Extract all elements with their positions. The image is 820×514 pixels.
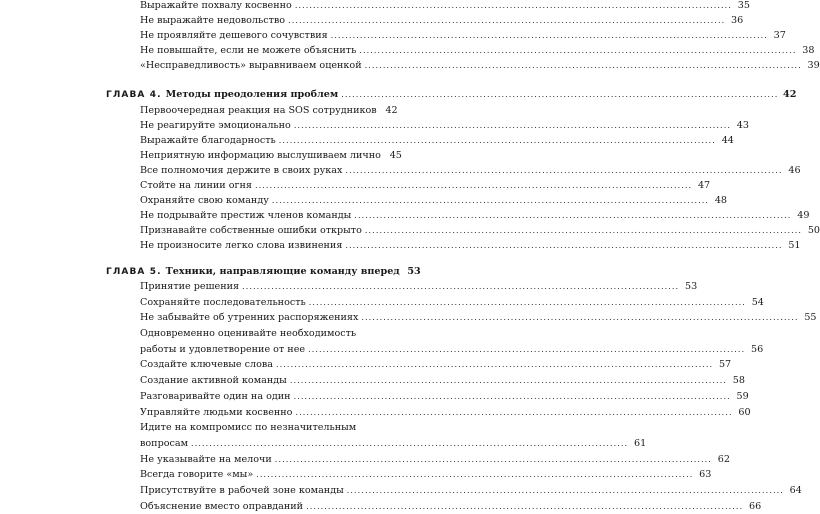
toc-entry [140, 43, 815, 58]
toc-entry-page: 57 [718, 359, 732, 370]
toc-leader: ........................................................................................................................ [271, 196, 710, 205]
toc-entry-title: Создайте ключевые слова [140, 359, 273, 370]
toc-leader: ........................................................................................................................ [288, 16, 726, 25]
toc-leader: ........................................................................................................................ [345, 241, 783, 250]
toc-entry-title: Разговаривайте один на один [140, 391, 291, 402]
toc-entry-page: 56 [751, 344, 764, 355]
toc-leader: ........................................................................................................................ [308, 345, 746, 354]
toc-entry-title: Не подрывайте престиж членов команды [140, 210, 352, 221]
toc-entry-title: Не выражайте недовольство [140, 15, 286, 26]
toc-entry-page: 46 [788, 165, 801, 176]
toc-leader: ........................................................................................................................ [255, 181, 693, 190]
toc-entry-page: 48 [714, 195, 728, 206]
toc-leader: ........................................................................................................................ [364, 61, 802, 70]
chapter-title: Методы преодоления проблем [165, 89, 339, 100]
chapter-label: ГЛАВА 4. [106, 90, 162, 100]
toc-entry-title: Не проявляйте дешевого сочувствия [140, 30, 328, 41]
chapter-title: Техники, направляющие команду вперед [165, 266, 400, 277]
toc-entry-page: 55 [804, 312, 817, 323]
toc-entry [140, 103, 398, 118]
toc-entry-page: 51 [788, 240, 801, 251]
toc-entry [140, 238, 801, 253]
toc-entry [140, 389, 749, 404]
toc-leader: ........................................................................................................................ [345, 166, 783, 175]
toc-entry [140, 13, 744, 28]
toc-entry-page: 42 [385, 105, 398, 116]
toc-entry [140, 148, 402, 163]
toc-entry [140, 279, 698, 294]
toc-leader: ........................................................................................................................ [341, 90, 779, 99]
toc-entry [140, 310, 817, 325]
toc-entry-page: 35 [737, 0, 750, 11]
toc-entry-title: Не реагируйте эмоционально [140, 120, 291, 131]
toc-entry-page: 54 [751, 297, 764, 308]
toc-entry-title: Сохраняйте последовательность [140, 297, 306, 308]
toc-entry-page: 63 [699, 469, 712, 480]
chapter-label: ГЛАВА 5. [106, 267, 162, 277]
chapter-heading [106, 87, 797, 102]
toc-leader: ........................................................................................................................ [308, 298, 746, 307]
toc-entry-page: 61 [633, 438, 647, 449]
toc-entry-title: Неприятную информацию выслушиваем лично [140, 150, 381, 161]
toc-entry [140, 436, 647, 451]
toc-entry-title: Всегда говорите «мы» [140, 469, 254, 480]
toc-entry-title: Выражайте благодарность [140, 135, 276, 146]
toc-entry [140, 58, 820, 73]
toc-entry-page: 64 [789, 485, 802, 496]
toc-entry [140, 357, 732, 372]
toc-entry-title: Не повышайте, если не можете объяснить [140, 45, 357, 56]
toc-entry-page: 43 [736, 120, 749, 131]
toc-leader: ........................................................................................................................ [361, 313, 799, 322]
toc-entry-title: Присутствуйте в рабочей зоне команды [140, 485, 344, 496]
toc-entry [140, 452, 730, 467]
toc-entry-title: Объяснение вместо оправданий [140, 501, 304, 512]
chapter-page: 53 [407, 266, 421, 277]
toc-entry [140, 342, 764, 357]
toc-entry-page: 53 [684, 281, 698, 292]
toc-entry-title: Не указывайте на мелочи [140, 454, 272, 465]
toc-entry-title: Одновременно оценивайте необходимость [140, 328, 357, 339]
toc-leader: ........................................................................................................................ [346, 486, 784, 495]
toc-entry-title: Создание активной команды [140, 375, 287, 386]
toc-entry-page: 39 [807, 60, 820, 71]
toc-entry-page: 58 [732, 375, 745, 386]
toc-entry [140, 178, 711, 193]
toc-entry-title: Стойте на линии огня [140, 180, 252, 191]
toc-entry-page: 66 [749, 501, 762, 512]
toc-leader: ........................................................................................................................ [295, 408, 733, 417]
toc-leader: ........................................................................................................................ [364, 226, 803, 235]
toc-leader: ........................................................................................................................ [242, 282, 680, 291]
toc-entry-title: Охраняйте свою команду [140, 195, 269, 206]
toc-entry-title: Первоочередная реакция на SOS сотрудников [140, 105, 377, 116]
toc-entry [140, 133, 734, 148]
toc-entry-page: 47 [697, 180, 711, 191]
toc-entry [140, 0, 750, 13]
toc-entry-page: 37 [773, 30, 786, 41]
toc-leader: ........................................................................................................................ [256, 470, 694, 479]
toc-entry-title: «Несправедливость» выравниваем оценкой [140, 60, 362, 71]
toc-leader: ........................................................................................................................ [294, 1, 732, 10]
toc-leader: ........................................................................................................................ [289, 376, 727, 385]
toc-entry-page: 38 [802, 45, 815, 56]
toc-entry-page: 50 [807, 225, 820, 236]
toc-entry [140, 483, 802, 498]
toc-leader: ........................................................................................................................ [330, 31, 768, 40]
toc-entry-title: Идите на компромисс по незначительным [140, 422, 357, 433]
toc-entry [140, 193, 728, 208]
toc-entry-title: вопросам [140, 438, 189, 449]
toc-entry-title: Управляйте людьми косвенно [140, 407, 293, 418]
toc-leader: ........................................................................................................................ [293, 121, 731, 130]
toc-entry-title: Признавайте собственные ошибки открыто [140, 225, 362, 236]
toc-entry-page: 60 [738, 407, 751, 418]
toc-leader: ........................................................................................................................ [191, 439, 629, 448]
toc-entry-title: Не забывайте об утренних распоряжениях [140, 312, 359, 323]
toc-entry-page: 49 [797, 210, 810, 221]
toc-entry-page: 62 [717, 454, 730, 465]
toc-entry-page: 44 [721, 135, 734, 146]
toc-entry [140, 373, 745, 388]
toc-entry [140, 405, 751, 420]
toc-entry-page: 59 [736, 391, 749, 402]
toc-entry [140, 223, 820, 238]
toc-leader: ........................................................................................................................ [274, 455, 712, 464]
toc-entry-title: Принятие решения [140, 281, 240, 292]
toc-entry-page: 45 [389, 150, 402, 161]
toc-leader: ........................................................................................................................ [306, 502, 744, 511]
toc-entry [140, 208, 810, 223]
chapter-page: 42 [783, 89, 797, 100]
toc-leader: ........................................................................................................................ [276, 360, 714, 369]
toc-entry [140, 467, 712, 482]
toc-entry [140, 295, 764, 310]
toc-entry-title: Все полномочия держите в своих руках [140, 165, 343, 176]
toc-entry-title: работы и удовлетворение от нее [140, 344, 306, 355]
toc-leader: ........................................................................................................................ [278, 136, 716, 145]
toc-entry-title: Выражайте похвалу косвенно [140, 0, 292, 11]
toc-entry [140, 118, 749, 133]
toc-entry-page: 36 [731, 15, 744, 26]
toc-entry [140, 499, 762, 514]
toc-leader: ........................................................................................................................ [293, 392, 731, 401]
toc-entry [140, 28, 786, 43]
toc-leader: ........................................................................................................................ [359, 46, 797, 55]
toc-entry-title: Не произносите легко слова извинения [140, 240, 343, 251]
toc-leader: ........................................................................................................................ [354, 211, 792, 220]
chapter-heading [106, 264, 421, 279]
toc-entry-line [140, 326, 386, 341]
toc-entry-line [140, 420, 386, 435]
toc-entry [140, 163, 801, 178]
